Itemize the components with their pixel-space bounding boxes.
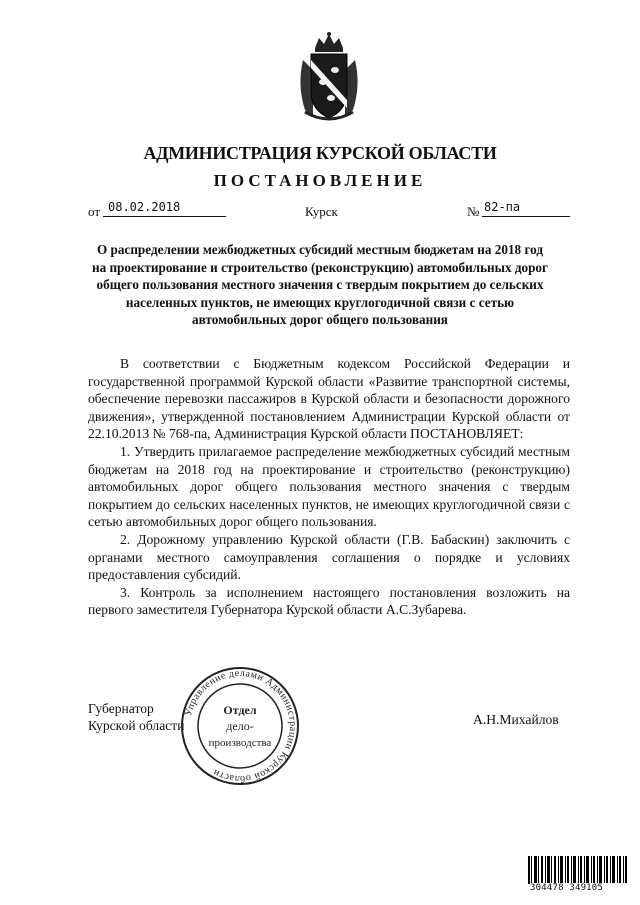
office-stamp: [178, 664, 302, 788]
number-prefix: №: [467, 204, 480, 219]
document-body: [88, 355, 570, 619]
kursk-coat-of-arms-icon: [293, 30, 365, 122]
document-type-title: ПОСТАНОВЛЕНИЕ: [213, 171, 427, 190]
item-1-paragraph: 1. Утвердить прилагаемое распределение межбюджетных субсидий местным бюджетам на 2018 год на проектирование и строительство (реконструкцию) автомобильных дорог общего пользования местного значения с твердым покрытием до сельских населенных пунктов, не имеющих круглогодичной связи с сетью автомобильных дорог общего пользования.: [88, 443, 570, 530]
stamp-inner-line3: производства: [208, 737, 272, 749]
date-prefix: от: [88, 204, 101, 219]
stamp-inner-line1: Отдел: [223, 703, 257, 717]
document-date: 08.02.2018: [103, 200, 226, 217]
document-number: 82-па: [482, 200, 570, 217]
barcode-icon: [528, 856, 628, 902]
document-subject: О распределении межбюджетных субсидий местным бюджетам на 2018 год на проектирование и строительство (реконструкцию) автомобильных дорог общего пользования местного значения с твердым покрытием до сельских населенных пунктов, не имеющих круглогодичной связи с сетью автомобильных дорог общего пользования: [91, 242, 549, 328]
city-name: Курск: [305, 204, 338, 219]
signatory-position-line1: Губернатор: [88, 701, 154, 716]
item-3-paragraph: 3. Контроль за исполнением настоящего постановления возложить на первого заместителя Губернатора Курской области А.С.Зубарева.: [88, 584, 570, 618]
signatory-position-line2: Курской области: [88, 718, 185, 733]
signatory-position: [88, 700, 185, 734]
organization-title: АДМИНИСТРАЦИЯ КУРСКОЙ ОБЛАСТИ: [143, 143, 497, 163]
stamp-outer-text: Управление делами Администрации Курской области: [183, 667, 299, 785]
item-2-paragraph: 2. Дорожному управлению Курской области (Г.В. Бабаскин) заключить с органами местного самоуправления соглашения о порядке и условиях предоставления субсидий.: [88, 531, 570, 583]
barcode-number: 304478 349105: [530, 883, 628, 893]
preamble-paragraph: В соответствии с Бюджетным кодексом Российской Федерации и государственной программой Курской области «Развитие транспортной системы, обеспечение перевозки пассажиров в Курской области и безопасности дорожного движения», утвержденной постановлением Администрации Курской области от 22.10.2013 № 768-па, Администрация Курской области ПОСТАНОВЛЯЕТ:: [88, 356, 570, 442]
stamp-inner-line2: дело-: [226, 719, 254, 733]
signatory-name: А.Н.Михайлов: [473, 712, 559, 727]
